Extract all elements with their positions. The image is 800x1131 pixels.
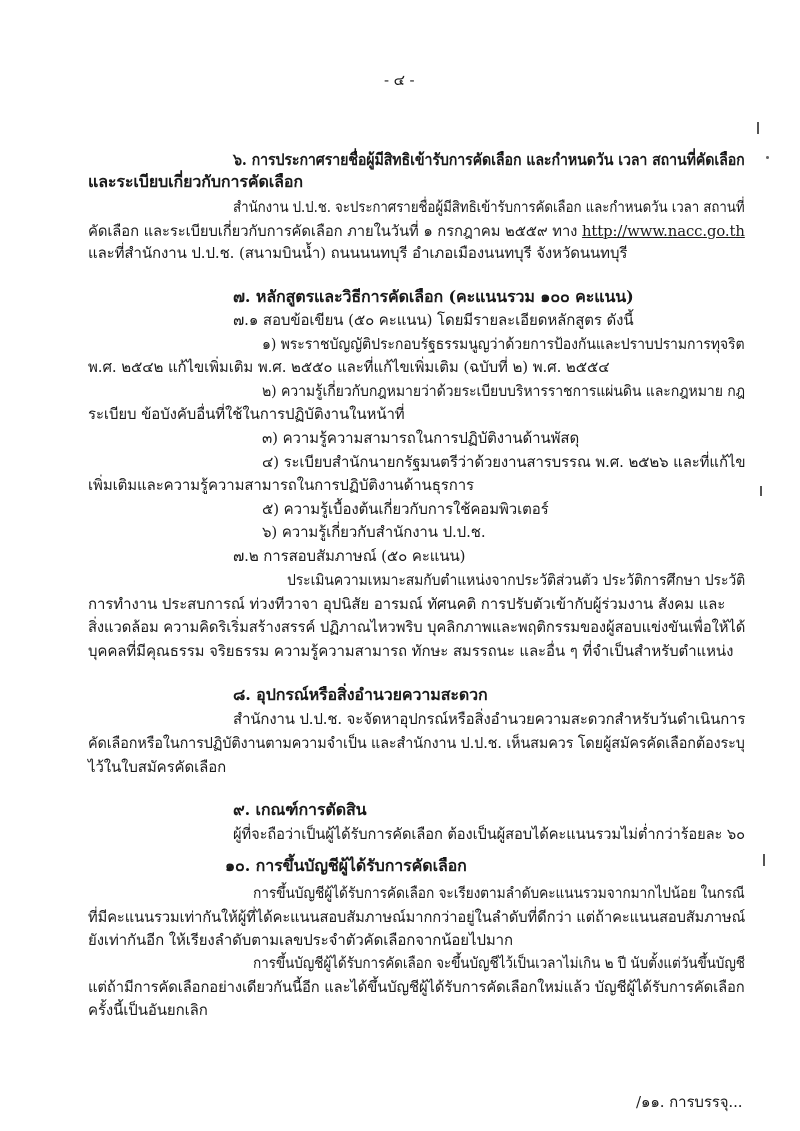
footer-continuation: /๑๑. การบรรจุ...	[636, 1093, 743, 1111]
section-10-para-line-1: การขึ้นบัญชีผู้ได้รับการคัดเลือก จะเรียงตามลำดับคะแนนรวมจากมากไปน้อย ในกรณี	[253, 884, 745, 902]
section-6-para-line-2-text: คัดเลือก และระเบียบเกี่ยวกับการคัดเลือก ภายในวันที่ ๑ กรกฎาคม ๒๕๕๙ ทาง	[88, 222, 582, 240]
section-7-2-para-line-3: สิ่งแวดล้อม ความคิดริเริ่มสร้างสรรค์ ปฏิภาณไหวพริบ บุคลิกภาพและพฤติกรรมของผู้สอบแข่งขันเพื่อให้ได้	[88, 618, 746, 636]
nacc-website-link[interactable]: http://www.nacc.go.th	[581, 222, 745, 240]
section-8-para-line-2: คัดเลือกหรือในการปฏิบัติงานตามความจำเป็น และสำนักงาน ป.ป.ช. เห็นสมควร โดยผู้สมัครคัดเลือกต้องระบุ	[88, 734, 745, 752]
section-8-heading: ๘. อุปกรณ์หรือสิ่งอำนวยความสะดวก	[233, 685, 488, 704]
section-7-2-para-line-2: การทำงาน ประสบการณ์ ท่วงทีวาจา อุปนิสัย อารมณ์ ทัศนคติ การปรับตัวเข้ากับผู้ร่วมงาน สังคม และ	[88, 595, 726, 613]
section-7-1-heading: ๗.๑ สอบข้อเขียน (๕๐ คะแนน) โดยมีรายละเอียดหลักสูตร ดังนี้	[233, 311, 634, 329]
section-10-para-line-5: แต่ถ้ามีการคัดเลือกอย่างเดียวกันนี้อีก และได้ขึ้นบัญชีผู้ได้รับการคัดเลือกใหม่แล้ว บัญชีผู้ได้รับการคัดเลือก	[88, 978, 745, 996]
section-8-para-line-1: สำนักงาน ป.ป.ช. จะจัดหาอุปกรณ์หรือสิ่งอำนวยความสะดวกสำหรับวันดำเนินการ	[233, 710, 746, 728]
section-7-2-heading: ๗.๒ การสอบสัมภาษณ์ (๕๐ คะแนน)	[233, 547, 466, 565]
scan-dot	[766, 156, 769, 159]
section-9-para: ผู้ที่จะถือว่าเป็นผู้ได้รับการคัดเลือก ต้องเป็นผู้สอบได้คะแนนรวมไม่ต่ำกว่าร้อยละ ๖๐	[233, 825, 746, 843]
item-4-line-2: เพิ่มเติมและความรู้ความสามารถในการปฏิบัติงานด้านธุรการ	[88, 476, 474, 494]
section-8-para-line-3: ไว้ในใบสมัครคัดเลือก	[88, 758, 227, 776]
section-7-2-para-line-1: ประเมินความเหมาะสมกับตำแหน่งจากประวัติส่วนตัว ประวัติการศึกษา ประวัติ	[287, 571, 746, 589]
item-1-line-1: ๑) พระราชบัญญัติประกอบรัฐธรรมนูญว่าด้วยการป้องกันและปราบปรามการทุจริต	[262, 335, 745, 353]
item-3: ๓) ความรู้ความสามารถในการปฏิบัติงานด้านพัสดุ	[262, 429, 580, 447]
section-7-2-para-line-4: บุคคลที่มีคุณธรรม จริยธรรม ความรู้ความสามารถ ทักษะ สมรรถนะ และอื่น ๆ ที่จำเป็นสำหรับตำแหน่ง	[88, 642, 734, 660]
section-6-para-line-3: และที่สำนักงาน ป.ป.ช. (สนามบินน้ำ) ถนนนนทบุรี อำเภอเมืองนนทบุรี จังหวัดนนทบุรี	[88, 244, 628, 262]
scan-mark	[757, 122, 759, 134]
section-6-para-line-1: สำนักงาน ป.ป.ช. จะประกาศรายชื่อผู้มีสิทธิเข้ารับการคัดเลือก และกำหนดวัน เวลา สถานที่	[233, 198, 745, 216]
section-10-para-line-6: ครั้งนี้เป็นอันยกเลิก	[88, 1001, 208, 1019]
section-6-heading: ๖. การประกาศรายชื่อผู้มีสิทธิเข้ารับการคัดเลือก และกำหนดวัน เวลา สถานที่คัดเลือก	[233, 150, 745, 169]
section-10-para-line-3: ยังเท่ากันอีก ให้เรียงลำดับตามเลขประจำตัวคัดเลือกจากน้อยไปมาก	[88, 931, 513, 949]
section-9-heading: ๙. เกณฑ์การตัดสิน	[233, 800, 367, 819]
section-10-heading: ๑๐. การขึ้นบัญชีผู้ได้รับการคัดเลือก	[225, 856, 467, 875]
section-7-heading: ๗. หลักสูตรและวิธีการคัดเลือก (คะแนนรวม ๑๐๐ คะแนน)	[233, 287, 634, 306]
section-6-heading-cont: และระเบียบเกี่ยวกับการคัดเลือก	[88, 172, 303, 191]
scan-mark	[763, 854, 765, 866]
section-10-para-line-4: การขึ้นบัญชีผู้ได้รับการคัดเลือก จะขึ้นบัญชีไว้เป็นเวลาไม่เกิน ๒ ปี นับตั้งแต่วันขึ้นบัญชี	[253, 954, 745, 972]
item-2-line-1: ๒) ความรู้เกี่ยวกับกฎหมายว่าด้วยระเบียบบริหารราชการแผ่นดิน และกฎหมาย กฎ	[262, 382, 746, 400]
item-6: ๖) ความรู้เกี่ยวกับสำนักงาน ป.ป.ช.	[262, 523, 486, 541]
item-4-line-1: ๔) ระเบียบสำนักนายกรัฐมนตรีว่าด้วยงานสารบรรณ พ.ศ. ๒๕๒๖ และที่แก้ไข	[262, 453, 746, 471]
section-6-para-line-2	[88, 221, 745, 241]
item-5: ๕) ความรู้เบื้องต้นเกี่ยวกับการใช้คอมพิวเตอร์	[262, 500, 549, 518]
section-10-para-line-2: ที่มีคะแนนรวมเท่ากันให้ผู้ที่ได้คะแนนสอบสัมภาษณ์มากกว่าอยู่ในลำดับที่ดีกว่า แต่ถ้าคะแนนสอบสัมภาษณ์	[88, 908, 746, 926]
item-1-line-2: พ.ศ. ๒๕๔๒ แก้ไขเพิ่มเติม พ.ศ. ๒๕๕๐ และที่แก้ไขเพิ่มเติม (ฉบับที่ ๒) พ.ศ. ๒๕๕๔	[88, 358, 610, 376]
scan-mark	[760, 486, 762, 496]
page-number: - ๔ -	[384, 71, 415, 89]
item-2-line-2: ระเบียบ ข้อบังคับอื่นที่ใช้ในการปฏิบัติงานในหน้าที่	[88, 405, 405, 423]
